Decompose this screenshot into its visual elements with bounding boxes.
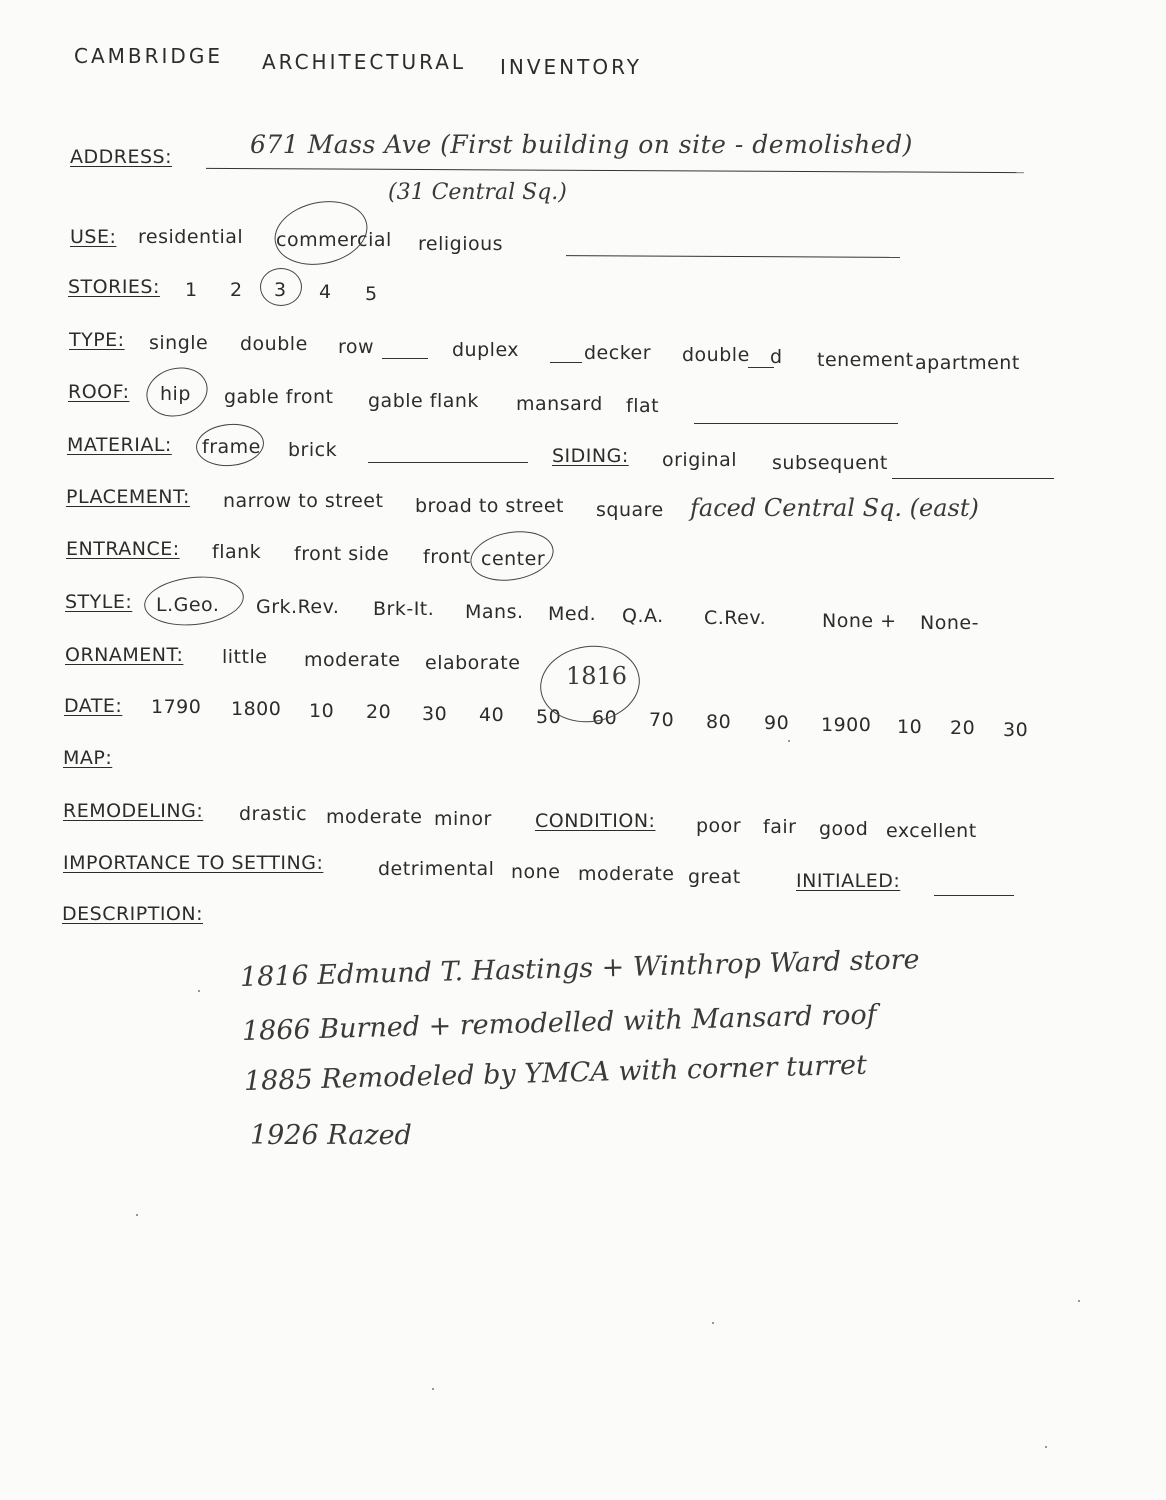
- remodeling-label: REMODELING:: [63, 800, 204, 822]
- stories-option-5: 5: [365, 283, 378, 305]
- entrance-selected-circle: [466, 525, 557, 587]
- type-option-tenement: tenement: [817, 349, 914, 371]
- ornament-option-moderate: moderate: [304, 649, 401, 671]
- type-decker-line: [550, 362, 582, 363]
- type-option-double-decker: double: [682, 344, 750, 366]
- style-option-med: Med.: [548, 603, 597, 625]
- siding-other-line: [892, 478, 1054, 479]
- remodeling-option-minor: minor: [434, 808, 492, 830]
- siding-option-original: original: [662, 449, 738, 471]
- address-label: ADDRESS:: [70, 146, 172, 168]
- date-option-60: 60: [592, 707, 618, 729]
- style-label: STYLE:: [65, 591, 133, 613]
- stories-selected-circle: [260, 268, 302, 306]
- placement-option-narrow: narrow to street: [223, 490, 384, 512]
- type-option-apartment: apartment: [915, 352, 1020, 374]
- scan-speck: [1078, 1300, 1080, 1302]
- roof-option-hip: hip: [160, 383, 191, 405]
- roof-option-mansard: mansard: [516, 393, 603, 415]
- type-option-double: double: [240, 333, 308, 355]
- entrance-option-front: front: [423, 546, 471, 568]
- siding-label: SIDING:: [552, 445, 629, 467]
- date-option-10: 10: [309, 700, 335, 722]
- entrance-option-center: center: [481, 548, 546, 570]
- stories-option-2: 2: [230, 279, 243, 301]
- roof-selected-circle: [141, 361, 213, 423]
- importance-option-detrimental: detrimental: [378, 858, 495, 880]
- initialed-label: INITIALED:: [796, 870, 901, 892]
- date-option-1930: 30: [1003, 719, 1029, 741]
- date-option-1910: 10: [897, 716, 923, 738]
- material-option-brick: brick: [288, 439, 338, 461]
- style-option-brkit: Brk-It.: [373, 598, 435, 620]
- stories-option-1: 1: [185, 279, 198, 301]
- type-option-single: single: [149, 332, 209, 354]
- stories-label: STORIES:: [68, 276, 160, 298]
- condition-option-good: good: [819, 818, 869, 840]
- date-option-1920: 20: [950, 717, 976, 739]
- roof-other-line: [694, 423, 898, 424]
- remodeling-option-drastic: drastic: [239, 803, 308, 825]
- ornament-option-little: little: [222, 646, 268, 668]
- material-option-frame: frame: [202, 436, 261, 458]
- address-handwritten: 671 Mass Ave (First building on site - demolished): [250, 130, 913, 159]
- date-option-80: 80: [706, 711, 732, 733]
- entrance-option-flank: flank: [212, 541, 262, 563]
- entrance-option-front-side: front side: [294, 543, 390, 565]
- importance-option-none: none: [511, 861, 561, 883]
- scan-speck: [1045, 1446, 1047, 1448]
- importance-label: IMPORTANCE TO SETTING:: [63, 852, 324, 874]
- description-line-3: 1885 Remodeled by YMCA with corner turret: [243, 1049, 868, 1097]
- ornament-option-elaborate: elaborate: [425, 652, 521, 674]
- siding-option-subsequent: subsequent: [772, 452, 888, 474]
- style-option-none-plus: None +: [822, 610, 897, 632]
- initialed-line: [934, 895, 1014, 896]
- address-line: [206, 168, 1024, 173]
- placement-handwritten-note: faced Central Sq. (east): [690, 494, 979, 522]
- scan-speck: [136, 1214, 138, 1216]
- scan-speck: [198, 990, 200, 992]
- placement-option-broad: broad to street: [415, 495, 565, 517]
- use-option-commercial: commercial: [276, 229, 392, 251]
- date-option-1900: 1900: [821, 714, 872, 736]
- material-other-line: [368, 462, 528, 463]
- description-line-4: 1926 Razed: [250, 1120, 412, 1151]
- condition-option-poor: poor: [696, 815, 742, 837]
- date-option-50: 50: [536, 706, 562, 728]
- condition-label: CONDITION:: [535, 810, 656, 832]
- form-title-cambridge: CAMBRIDGE: [74, 44, 223, 68]
- scan-speck: [712, 1322, 714, 1324]
- stories-option-3: 3: [274, 279, 287, 301]
- date-handwritten: 1816: [566, 662, 628, 690]
- style-option-none-minus: None-: [920, 612, 979, 634]
- style-option-crev: C.Rev.: [704, 607, 767, 629]
- material-label: MATERIAL:: [67, 434, 172, 456]
- importance-option-moderate: moderate: [578, 863, 675, 885]
- type-row-line: [382, 358, 428, 359]
- description-label: DESCRIPTION:: [62, 903, 204, 925]
- date-option-30: 30: [422, 703, 448, 725]
- description-line-1: 1816 Edmund T. Hastings + Winthrop Ward store: [239, 944, 920, 993]
- entrance-label: ENTRANCE:: [66, 538, 180, 560]
- form-title-inventory: INVENTORY: [500, 55, 642, 79]
- date-option-70: 70: [649, 709, 675, 731]
- type-option-decker: decker: [584, 342, 652, 364]
- remodeling-option-moderate: moderate: [326, 806, 423, 828]
- use-selected-circle: [269, 193, 374, 273]
- type-option-d: d: [770, 346, 783, 368]
- stories-option-4: 4: [319, 281, 332, 303]
- use-option-residential: residential: [138, 226, 244, 248]
- style-option-qa: Q.A.: [622, 605, 664, 627]
- type-option-row: row: [338, 336, 375, 358]
- condition-option-fair: fair: [763, 816, 797, 838]
- date-option-90: 90: [764, 712, 790, 734]
- roof-label: ROOF:: [68, 381, 130, 403]
- style-option-mans: Mans.: [465, 601, 524, 623]
- type-label: TYPE:: [69, 329, 125, 351]
- style-selected-circle: [142, 572, 246, 630]
- date-option-1790: 1790: [151, 696, 202, 718]
- date-label: DATE:: [64, 695, 123, 717]
- importance-option-great: great: [688, 866, 741, 888]
- type-option-duplex: duplex: [452, 339, 520, 361]
- placement-label: PLACEMENT:: [66, 486, 190, 508]
- scan-speck: [432, 1388, 434, 1390]
- ornament-label: ORNAMENT:: [65, 644, 184, 666]
- placement-option-square: square: [596, 499, 664, 521]
- roof-option-gable-front: gable front: [224, 386, 334, 408]
- map-label: MAP:: [63, 747, 113, 769]
- date-option-40: 40: [479, 704, 505, 726]
- description-line-2: 1866 Burned + remodelled with Mansard roof: [241, 999, 878, 1047]
- style-option-lgeo: L.Geo.: [156, 594, 220, 616]
- use-other-line: [566, 255, 900, 258]
- use-label: USE:: [70, 226, 117, 248]
- scan-speck: [788, 740, 790, 742]
- condition-option-excellent: excellent: [886, 820, 977, 842]
- material-selected-circle: [194, 421, 265, 469]
- form-title-architectural: ARCHITECTURAL: [262, 50, 467, 74]
- date-option-1800: 1800: [231, 698, 282, 720]
- address-alt-handwritten: (31 Central Sq.): [388, 180, 567, 205]
- use-option-religious: religious: [418, 233, 504, 255]
- style-option-grkrev: Grk.Rev.: [256, 596, 340, 618]
- roof-option-flat: flat: [626, 395, 660, 417]
- roof-option-gable-flank: gable flank: [368, 390, 479, 412]
- date-option-20: 20: [366, 701, 392, 723]
